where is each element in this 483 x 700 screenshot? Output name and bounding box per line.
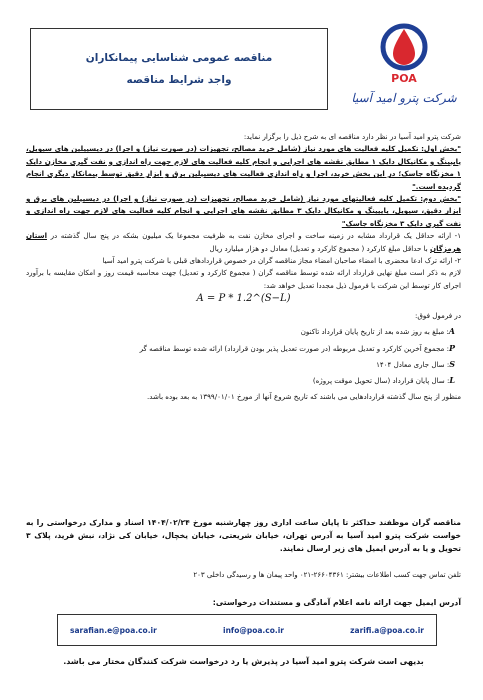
- variable-s-desc: : سال جاری معادل ۱۴۰۴: [376, 359, 450, 369]
- email-sarafian[interactable]: sarafian.e@poa.co.ir: [70, 625, 157, 635]
- variable-l: [26, 374, 455, 387]
- condition-one: [26, 230, 461, 255]
- variable-a-symbol: A: [448, 326, 455, 337]
- title-box: [30, 28, 328, 110]
- part-one-text: "بخش اول: تکمیل کلیه فعالیت های مورد نیاز (شامل خرید مصالح، تجهیزات (در صورت نیاز) و اجرا) در دیسیپلین های سیویل، پایپینگ و مکانیکال دایک ۱ مطابق نقشه های اجرایی و انجام کلیه فعالیت های لازم جهت راه اندازی و نفت گیری مخازن دایک ۱ مخزنگاه جاسک؛ در این بخش خرید، اجرا و راه اندازی فعالیت های دیسیپلین برق و ابزار دقیق توسط پیمانکار دیگری انجام گردیده است.": [26, 144, 461, 191]
- submission-deadline: مناقصه گران موظفند حداکثر تا پایان ساعت اداری روز چهارشنبه مورخ ۱۴۰۴/۰۲/۲۴ اسناد و مدارک درخواستی را به خواست شرکت پترو امید آسیا به آدرس تهران، خیابان شریعتی، خیابان یخچال، خیابان کی نژاد، نبش فرید، پلاک ۳ تحویل و یا به آدرس ایمیل های زیر ارسال نمایند.: [26, 518, 461, 553]
- notice-body: [26, 131, 461, 403]
- formula-vars-title: در فرمول فوق:: [415, 310, 461, 320]
- variable-p-desc: : مجموع آخرین کارکرد و تعدیل مربوطه (در صورت تعدیل پذیر بودن قرارداد) ارائه شده توسط مناقصه گر: [139, 343, 449, 353]
- logo-company-name: شرکت پترو امید آسیا: [351, 91, 457, 105]
- condition-one-end: با حداقل مبلغ کارکرد ( مجموع کارکرد و تعدیل) معادل دو هزار میلیارد ریال: [209, 243, 431, 253]
- condition-one-province: استان هرمزگان: [26, 231, 461, 253]
- variable-s: [26, 358, 455, 371]
- variable-a: [26, 325, 455, 338]
- contact-phone: تلفن تماس جهت کسب اطلاعات بیشتر: ۲۶۶۰۴۳۶۱-۰۲۱ واحد پیمان ها و رسیدگی داخلی ۲۰۳: [193, 571, 461, 579]
- email-section-title: آدرس ایمیل جهت ارائه نامه اعلام آمادگی و مستندات درخواستی:: [212, 598, 461, 607]
- formula-variables: [26, 325, 461, 388]
- variable-p: [26, 342, 455, 355]
- email-info[interactable]: info@poa.co.ir: [223, 625, 284, 635]
- poa-logo: [345, 20, 463, 120]
- condition-two: ۲- ارائه ترک ادعا محضری با امضاء صاحبان امضاء مجاز مناقصه گران در خصوص قراردادهای قبلی با شرکت پترو امید آسیا: [102, 256, 461, 266]
- footer-disclaimer: بدیهی است شرکت پترو امید آسیا در پذیرش یا رد درخواست شرکت کنندگان مختار می باشد.: [63, 657, 424, 666]
- part-two-text: "بخش دوم: تکمیل کلیه فعالیتهای مورد نیاز (شامل خرید مصالح، تجهیزات (در صورت نیاز) و اجرا) در دیسیپلین های برق و ابزار دقیق، سیویل، پایپینگ و مکانیکال دایک ۳ مطابق نقشه های اجرایی و انجام کلیه فعالیت های لازم جهت راه اندازی و نفت گیری دایک ۳ مخزنگاه جاسک": [26, 194, 461, 228]
- tender-title: مناقصه عمومی شناسایی پیمانکاران: [85, 52, 273, 64]
- variable-p-symbol: P: [448, 342, 455, 353]
- adjustment-note: لازم به ذکر است مبلغ نهایی قرارداد ارائه شده توسط مناقصه گران ( مجموع کارکرد و تعدیل) جهت محاسبه قیمت روز و امکان مقایسه با برآورد اجرای کار توسط این شرکت با فرمول ذیل مجددا تعدیل خواهد شد:: [26, 268, 461, 290]
- formula-text: A = P * 1.2^(S−L): [196, 293, 291, 305]
- logo-mark: POA: [391, 72, 417, 85]
- email-box: [57, 614, 437, 646]
- variable-s-symbol: S: [449, 358, 455, 369]
- intro-text: شرکت پترو امید آسیا در نظر دارد مناقصه ای به شرح ذیل را برگزار نماید:: [243, 132, 461, 141]
- variable-a-desc: : مبلغ به روز شده بعد از تاریخ پایان قرارداد تاکنون: [300, 327, 449, 337]
- variable-l-desc: : سال پایان قرارداد (سال تحویل موقت پروژه): [312, 376, 450, 386]
- variable-l-symbol: L: [449, 375, 455, 386]
- condition-one-start: ۱- ارائه حداقل یک قرارداد مشابه در زمینه ساخت و اجرای مخازن نفت به ظرفیت مجموعا یک میلیون بشکه در پنج سال گذشته در: [47, 231, 461, 241]
- poa-logo-graphic: [345, 20, 463, 120]
- tender-subtitle: واجد شرایط مناقصه: [126, 74, 232, 86]
- five-year-note: منظور از پنج سال گذشته قراردادهایی می باشند که تاریخ شروع آنها از مورخ ۱۳۹۹/۰۱/۰۱ به بعد بوده باشد.: [146, 391, 461, 401]
- adjustment-formula: [26, 293, 461, 305]
- email-zarifi[interactable]: zarifi.a@poa.co.ir: [350, 625, 424, 635]
